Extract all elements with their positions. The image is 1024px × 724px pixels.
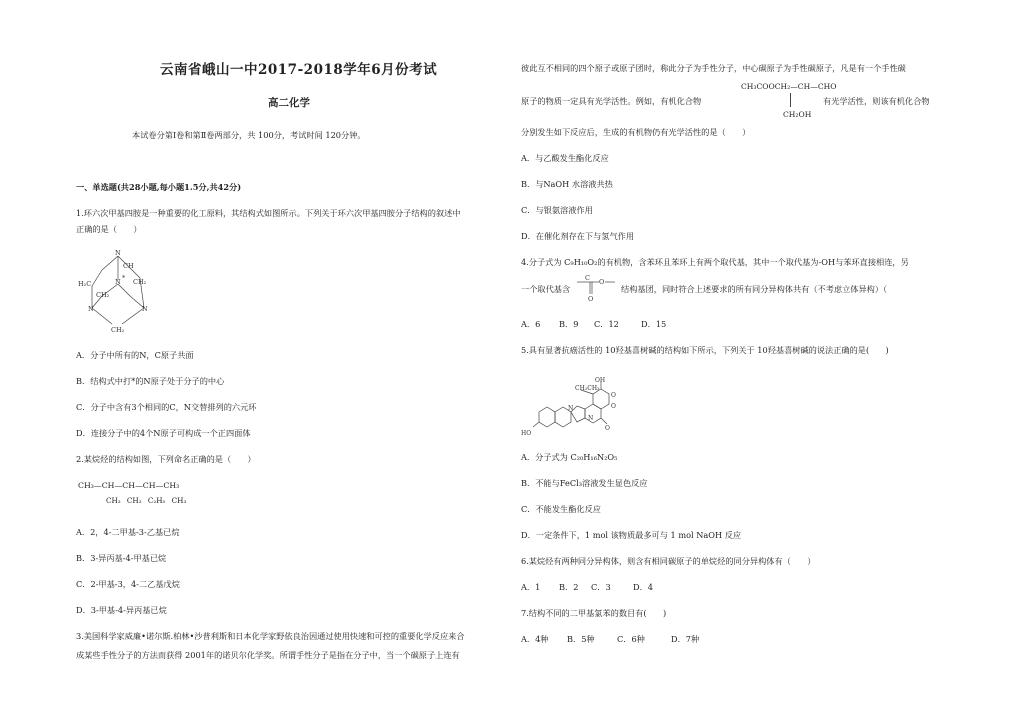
q3-line1: 3.美国科学家威廉•诺尔斯.柏林•沙普利斯和日本化学家野依良治因通过使用快速和可控的重要化学反应来合 (76, 631, 465, 641)
exam-subject: 高二化学 (268, 97, 310, 109)
q4-line2a: 一个取代基含 (521, 284, 571, 294)
q5-label-o3: O (605, 425, 610, 432)
q7-option-b[interactable]: B．5种 (567, 634, 595, 644)
q3-line4b: 有光学活性，则该有机化合物 (823, 96, 930, 106)
q2-formula-main: CH₃—CH—CH—CH—CH₃ (78, 481, 180, 490)
q5-option-c[interactable]: C．不能发生酯化反应 (521, 504, 601, 514)
svg-text:O: O (599, 278, 605, 286)
q1-label-ch2-top: CH (123, 262, 134, 270)
q4-line2b: 结构基团，同时符合上述要求的所有同分异构体共有（不考虑立体异构）（ (621, 284, 888, 294)
q5-label-o2: O (611, 403, 616, 410)
q5-option-a[interactable]: A．分子式为 C₂₀H₁₆N₂O₅ (521, 452, 618, 462)
q3-compound-top: CH₃COOCH₂—CH—CHO (741, 82, 837, 91)
q1-label-h2c-left: H₂C (78, 280, 92, 288)
q1-stem-line1: 1.环六次甲基四胺是一种重要的化工原料，其结构式如图所示。下列关于环六次甲基四胺分子结构的叙述中 (76, 208, 461, 218)
q1-structure-figure (78, 244, 158, 336)
q2-option-c[interactable]: C．2-甲基-3，4-二乙基戊烷 (76, 579, 180, 589)
q5-label-oh: OH (595, 377, 606, 384)
q4-ester-group-figure (577, 272, 619, 302)
q1-label-n-top: N (115, 249, 121, 257)
q7-option-a[interactable]: A．4种 (521, 634, 549, 644)
q7-option-d[interactable]: D．7种 (671, 634, 700, 644)
q3-option-b[interactable]: B．与NaOH 水溶液共热 (521, 179, 613, 189)
q6-option-b[interactable]: B．2 (559, 582, 579, 592)
q1-label-n-right: N (142, 305, 148, 313)
q2-formula-sub: CH₃ CH₂ C₂H₅ CH₃ (106, 496, 187, 505)
q6-option-a[interactable]: A．1 (521, 582, 541, 592)
q1-option-a[interactable]: A．分子中所有的N，C原子共面 (76, 350, 194, 360)
q5-structure-figure (521, 360, 631, 440)
q1-option-c[interactable]: C．分子中含有3个相同的C，N交替排列的六元环 (76, 402, 257, 412)
q1-option-b[interactable]: B．结构式中打*的N原子处于分子的中心 (76, 376, 225, 386)
q3-compound-bottom: CH₂OH (783, 110, 812, 119)
q7-option-c[interactable]: C．6种 (617, 634, 645, 644)
q6-stem: 6.某烷烃有两种同分异构体，则含有相同碳原子的单烷烃的同分异构体有（ ） (521, 556, 816, 566)
q5-label-n2: N (588, 415, 594, 422)
q4-option-b[interactable]: B．9 (559, 319, 579, 329)
q3-line4a: 原子的物质一定具有光学活性。例如，有机化合物 (521, 96, 702, 106)
q4-option-d[interactable]: D．15 (641, 319, 667, 329)
q5-stem: 5.具有显著抗癌活性的 10羟基喜树碱的结构如下所示，下列关于 10羟基喜树碱的说法正确的是( ) (521, 345, 889, 355)
exam-notice: 本试卷分第Ⅰ卷和第Ⅱ卷两部分，共 100分，考试时间 120分钟。 (132, 130, 366, 140)
q3-option-a[interactable]: A．与乙酸发生酯化反应 (521, 153, 609, 163)
q5-option-d[interactable]: D．一定条件下，1 mol 该物质最多可与 1 mol NaOH 反应 (521, 530, 742, 540)
q1-stem-line2: 正确的是（ ） (76, 224, 142, 234)
q2-stem: 2.某烷烃的结构如图，下列命名正确的是（ ） (76, 454, 256, 464)
svg-text:C: C (585, 274, 590, 282)
q1-label-ch2-right: CH₂ (133, 278, 147, 286)
q4-option-a[interactable]: A．6 (521, 319, 541, 329)
q3-option-c[interactable]: C．与银氨溶液作用 (521, 205, 593, 215)
q3-line2: 成某些手性分子的方法而获得 2001年的诺贝尔化学奖。所谓手性分子是指在分子中，当一个碳原子上连有 (76, 650, 460, 660)
svg-text:O: O (588, 295, 594, 302)
q5-label-o1: O (611, 392, 616, 399)
q3-option-d[interactable]: D．在催化剂存在下与氢气作用 (521, 231, 635, 241)
q1-label-star: * (122, 274, 126, 282)
q4-line1: 4.分子式为 C₉H₁₀O₂的有机物，含苯环且苯环上有两个取代基，其中一个取代基为-OH与苯环直接相连，另 (521, 257, 909, 267)
q1-label-ch2-mid: CH₂ (96, 291, 110, 299)
q7-stem: 7.结构不同的二甲基氯苯的数目有( ) (521, 608, 667, 618)
q5-label-ho: HO (521, 430, 532, 437)
q6-option-c[interactable]: C．3 (591, 582, 611, 592)
q5-label-n1: N (568, 405, 574, 412)
q5-label-ethyl: CH₂CH₃ (575, 385, 600, 392)
q1-label-ch2-bottom: CH₂ (111, 326, 125, 334)
q1-option-d[interactable]: D．连接分子中的4个N原子可构成一个正四面体 (76, 428, 251, 438)
q2-option-a[interactable]: A．2，4-二甲基-3-乙基已烷 (76, 527, 180, 537)
q3-line3: 彼此互不相同的四个原子或原子团时，称此分子为手性分子，中心碳原子为手性碳原子，凡是有一个手性碳 (521, 63, 906, 73)
q2-option-d[interactable]: D．3-甲基-4-异丙基已烷 (76, 605, 167, 615)
q4-option-c[interactable]: C．12 (594, 319, 619, 329)
q2-option-b[interactable]: B．3-异丙基-4-甲基已烷 (76, 553, 167, 563)
q6-option-d[interactable]: D．4 (633, 582, 653, 592)
q5-option-b[interactable]: B．不能与FeCl₃溶液发生显色反应 (521, 478, 648, 488)
section-heading: 一、单选题(共28小题,每小题1.5分,共42分) (76, 182, 242, 192)
q1-label-n-center: N (115, 278, 121, 286)
exam-title: 云南省峨山一中2017-2018学年6月份考试 (160, 62, 438, 78)
q3-compound-bond (790, 93, 791, 107)
q3-line5: 分别发生如下反应后，生成的有机物仍有光学活性的是（ ） (521, 127, 751, 137)
q1-label-n-left: N (88, 305, 94, 313)
